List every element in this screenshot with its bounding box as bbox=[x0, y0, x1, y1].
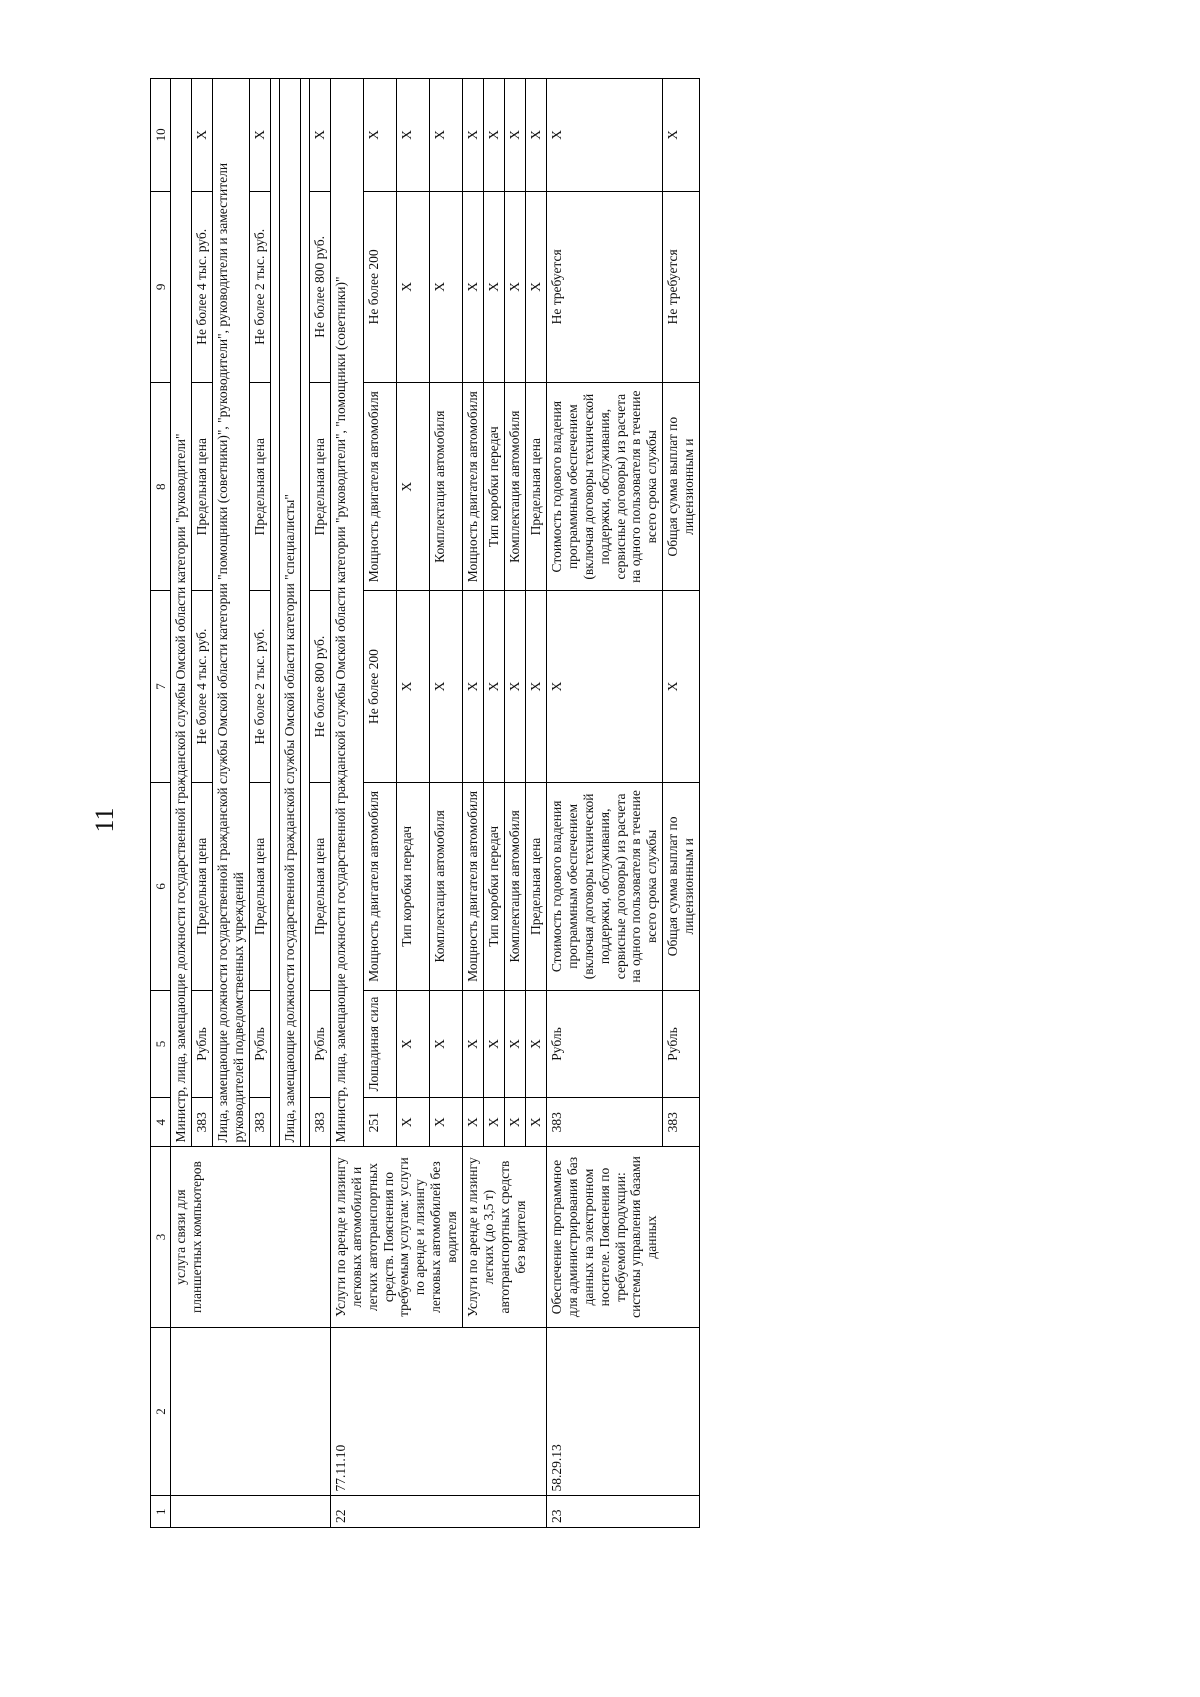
unit-name: Рубль bbox=[663, 991, 700, 1098]
characteristic: Предельная цена bbox=[309, 782, 330, 990]
unit-name: Лошадиная сила bbox=[363, 991, 396, 1098]
characteristic: Комплектация автомобиля bbox=[505, 782, 526, 990]
category-band-heads: Министр, лица, замещающие должности государственной гражданской службы Омской области категории "руководители" bbox=[171, 79, 192, 1147]
value-10: X bbox=[430, 79, 463, 192]
unit-code: 383 bbox=[250, 1097, 271, 1147]
characteristic-8: Комплектация автомобиля bbox=[430, 383, 463, 591]
value-7: Не более 4 тыс. руб. bbox=[192, 591, 213, 782]
value-10: X bbox=[463, 79, 484, 192]
characteristic-8: Предельная цена bbox=[525, 383, 546, 591]
characteristic: Тип коробки передач bbox=[484, 782, 505, 990]
unit-code: 383 bbox=[663, 1097, 700, 1147]
service-name-a: Услуги по аренде и лизингу легковых автомобилей и легких автотранспортных средств. Пояснения по требуемым услугам: услуги по аренде и лизингу легковых автомобилей без водителя bbox=[330, 1147, 462, 1327]
table-row bbox=[171, 79, 192, 1528]
value-7: X bbox=[663, 591, 700, 782]
value-10: X bbox=[525, 79, 546, 192]
col-header-9: 9 bbox=[151, 191, 171, 382]
cell-okpd bbox=[171, 1327, 330, 1496]
category-band-assistants: Лица, замещающие должности государственной гражданской службы Омской области категории "помощники (советники)", "руководители", руководители и заместители руководителей подведомственных учреждений bbox=[213, 79, 250, 1147]
unit-name: Рубль bbox=[546, 991, 662, 1098]
unit-name: Рубль bbox=[192, 991, 213, 1098]
characteristic-8: Общая сумма выплат по лицензионным и bbox=[663, 383, 700, 591]
value-9: X bbox=[525, 191, 546, 382]
value-9: X bbox=[430, 191, 463, 382]
unit-code: 383 bbox=[546, 1097, 662, 1147]
unit-name: X bbox=[463, 991, 484, 1098]
value-7: X bbox=[505, 591, 526, 782]
unit-name: X bbox=[525, 991, 546, 1098]
value-10: X bbox=[484, 79, 505, 192]
item-number: 22 bbox=[330, 1496, 546, 1528]
value-10: X bbox=[546, 79, 662, 192]
col-header-4: 4 bbox=[151, 1097, 171, 1147]
unit-code: 251 bbox=[363, 1097, 396, 1147]
value-10: X bbox=[192, 79, 213, 192]
value-7: X bbox=[525, 591, 546, 782]
page-number: 11 bbox=[90, 807, 119, 833]
unit-name: X bbox=[484, 991, 505, 1098]
unit-name: X bbox=[396, 991, 429, 1098]
characteristic-8: Мощность двигателя автомобиля bbox=[463, 383, 484, 591]
rotated-table-area bbox=[150, 78, 1070, 1528]
value-7: Не более 2 тыс. руб. bbox=[250, 591, 271, 782]
unit-code: X bbox=[430, 1097, 463, 1147]
unit-code: 383 bbox=[309, 1097, 330, 1147]
value-7: Не более 200 bbox=[363, 591, 396, 782]
service-name-b: Услуги по аренде и лизингу легких (до 3,5 т) автотранспортных средств без водителя bbox=[463, 1147, 547, 1327]
characteristic-8: Предельная цена bbox=[250, 383, 271, 591]
item-number: 23 bbox=[546, 1496, 699, 1528]
characteristic-8: Тип коробки передач bbox=[484, 383, 505, 591]
service-name-tablets: услуга связи для планшетных компьютеров bbox=[171, 1147, 330, 1327]
unit-name: Рубль bbox=[309, 991, 330, 1098]
empty-band bbox=[270, 79, 279, 1147]
value-9: X bbox=[396, 191, 429, 382]
okpd-code: 58.29.13 bbox=[546, 1327, 699, 1496]
cell-num bbox=[171, 1496, 330, 1528]
characteristic-8: Стоимость годового владения программным обеспечением (включая договоры технической поддержки, обслуживания, сервисные договоры) из расчета на одного пользователя в течение всего срока службы bbox=[546, 383, 662, 591]
service-name: Обеспечение программное для администрирования баз данных на электронном носителе. Пояснения по требуемой продукции: системы управления базами данных bbox=[546, 1147, 699, 1327]
characteristic-8: Мощность двигателя автомобиля bbox=[363, 383, 396, 591]
empty-band bbox=[300, 79, 309, 1147]
col-header-3: 3 bbox=[151, 1147, 171, 1327]
characteristic: Предельная цена bbox=[525, 782, 546, 990]
characteristic: Тип коробки передач bbox=[396, 782, 429, 990]
okpd-code: 77.11.10 bbox=[330, 1327, 546, 1496]
characteristic: Стоимость годового владения программным обеспечением (включая договоры технической поддержки, обслуживания, сервисные договоры) из расчета на одного пользователя в течение всего срока службы bbox=[546, 782, 662, 990]
value-10: X bbox=[505, 79, 526, 192]
value-7: Не более 800 руб. bbox=[309, 591, 330, 782]
category-band-ministers: Министр, лица, замещающие должности государственной гражданской службы Омской области категории "руководители", "помощники (советники)" bbox=[330, 79, 363, 1147]
col-header-6: 6 bbox=[151, 782, 171, 990]
characteristic-8: Комплектация автомобиля bbox=[505, 383, 526, 591]
table-row bbox=[463, 79, 484, 1528]
characteristic: Комплектация автомобиля bbox=[430, 782, 463, 990]
unit-name: Рубль bbox=[250, 991, 271, 1098]
value-7: X bbox=[396, 591, 429, 782]
category-band-specialists: Лица, замещающие должности государственной гражданской службы Омской области категории "специалисты" bbox=[279, 79, 300, 1147]
characteristic: Мощность двигателя автомобиля bbox=[463, 782, 484, 990]
value-9: X bbox=[505, 191, 526, 382]
unit-code: 383 bbox=[192, 1097, 213, 1147]
unit-name: X bbox=[505, 991, 526, 1098]
characteristic: Общая сумма выплат по лицензионным и bbox=[663, 782, 700, 990]
value-9: Не более 2 тыс. руб. bbox=[250, 191, 271, 382]
col-header-2: 2 bbox=[151, 1327, 171, 1496]
characteristic-8: Предельная цена bbox=[192, 383, 213, 591]
value-10: X bbox=[363, 79, 396, 192]
table-row bbox=[546, 79, 662, 1528]
col-header-7: 7 bbox=[151, 591, 171, 782]
requirements-table bbox=[150, 78, 700, 1528]
value-7: X bbox=[484, 591, 505, 782]
value-7: X bbox=[546, 591, 662, 782]
col-header-5: 5 bbox=[151, 991, 171, 1098]
unit-code: X bbox=[396, 1097, 429, 1147]
value-10: X bbox=[309, 79, 330, 192]
characteristic: Предельная цена bbox=[192, 782, 213, 990]
col-header-1: 1 bbox=[151, 1496, 171, 1528]
unit-code: X bbox=[463, 1097, 484, 1147]
value-9: Не более 200 bbox=[363, 191, 396, 382]
col-header-10: 10 bbox=[151, 79, 171, 192]
value-7: X bbox=[463, 591, 484, 782]
characteristic: Мощность двигателя автомобиля bbox=[363, 782, 396, 990]
unit-code: X bbox=[505, 1097, 526, 1147]
value-9: Не требуется bbox=[663, 191, 700, 382]
value-9: Не более 800 руб. bbox=[309, 191, 330, 382]
unit-code: X bbox=[525, 1097, 546, 1147]
value-9: X bbox=[484, 191, 505, 382]
col-header-8: 8 bbox=[151, 383, 171, 591]
characteristic-8: X bbox=[396, 383, 429, 591]
table-row bbox=[330, 79, 363, 1528]
unit-code: X bbox=[484, 1097, 505, 1147]
unit-name: X bbox=[430, 991, 463, 1098]
characteristic-8: Предельная цена bbox=[309, 383, 330, 591]
value-10: X bbox=[250, 79, 271, 192]
characteristic: Предельная цена bbox=[250, 782, 271, 990]
value-7: X bbox=[430, 591, 463, 782]
value-9: X bbox=[463, 191, 484, 382]
value-10: X bbox=[396, 79, 429, 192]
value-9: Не более 4 тыс. руб. bbox=[192, 191, 213, 382]
value-10: X bbox=[663, 79, 700, 192]
value-9: Не требуется bbox=[546, 191, 662, 382]
header-row bbox=[151, 79, 171, 1528]
